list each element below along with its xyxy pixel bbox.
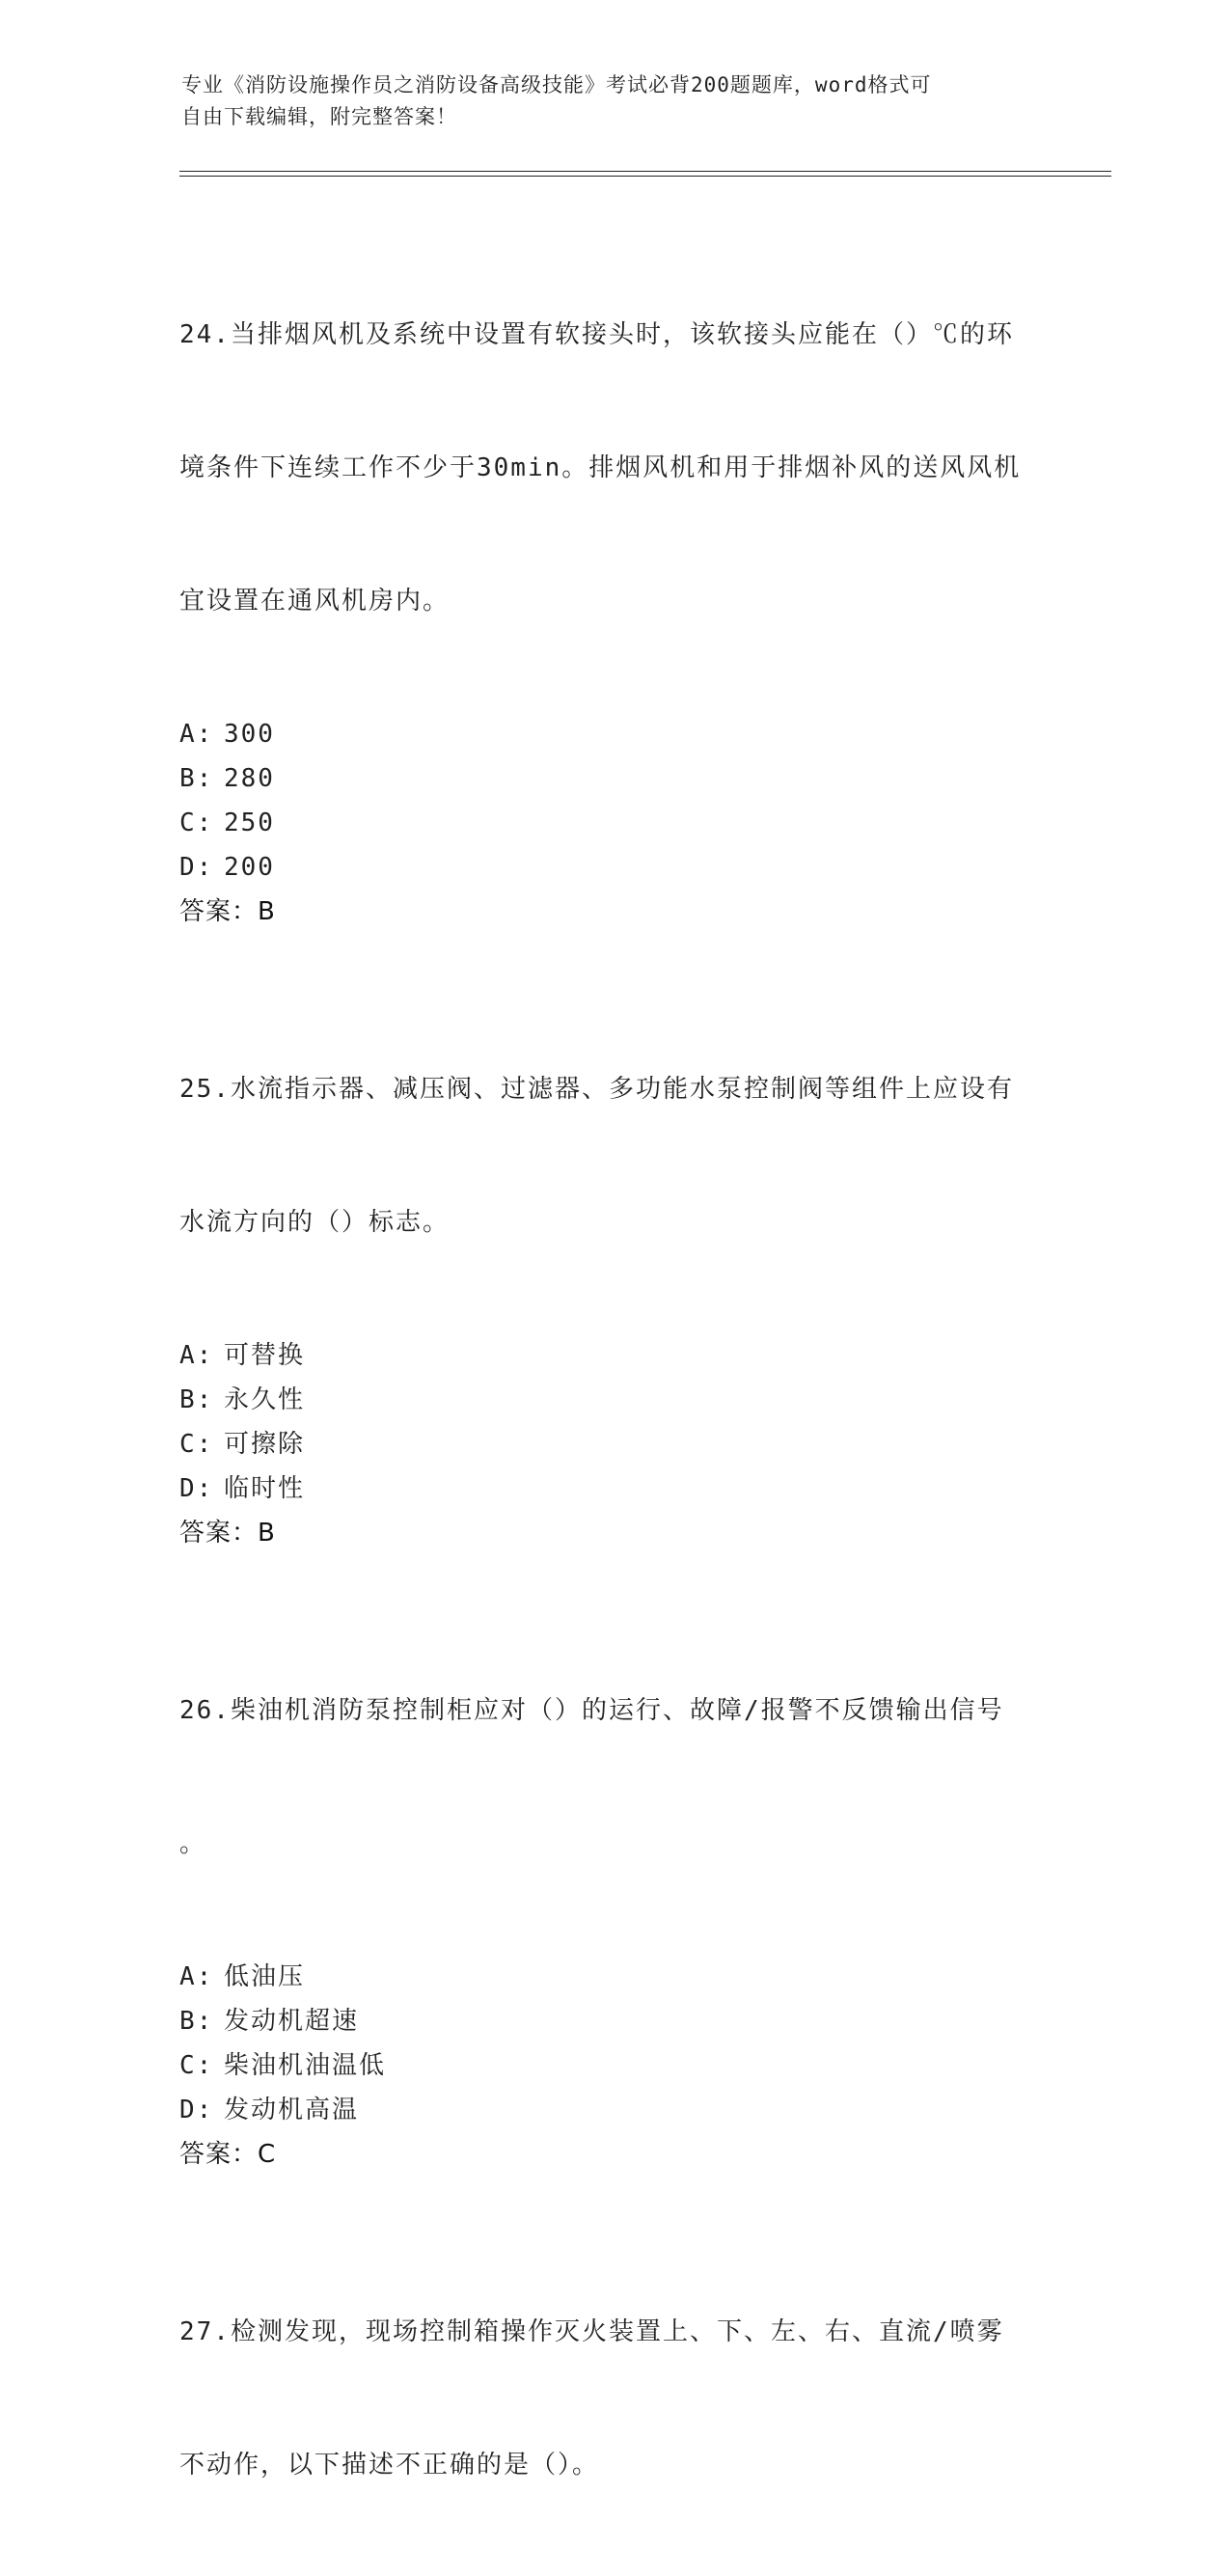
question-line: 25.水流指示器、减压阀、过滤器、多功能水泵控制阀等组件上应设有 <box>179 1075 1014 1104</box>
option-list <box>179 712 1048 890</box>
option-letter: C: <box>179 1430 214 1459</box>
option-text: 临时性 <box>224 1474 306 1503</box>
question-line: 宜设置在通风机房内。 <box>179 587 451 616</box>
option-c <box>179 801 1048 845</box>
option-b <box>179 1999 1048 2043</box>
question-24 <box>179 224 1048 934</box>
option-letter: A: <box>179 720 214 749</box>
option-text: 300 <box>224 720 275 749</box>
question-line: 境条件下连续工作不少于30min。排烟风机和用于排烟补风的送风风机 <box>179 453 1022 482</box>
answer-line: 答案：B <box>179 1519 276 1548</box>
option-letter: C: <box>179 808 214 837</box>
question-25 <box>179 978 1048 1555</box>
question-line: 不动作，以下描述不正确的是（）。 <box>179 2451 600 2480</box>
header-divider-top <box>179 171 1111 172</box>
option-a <box>179 712 1048 756</box>
option-letter: D: <box>179 853 214 882</box>
option-letter: B: <box>179 1385 214 1414</box>
option-text: 柴油机油温低 <box>224 2051 387 2080</box>
option-text: 200 <box>224 853 275 882</box>
question-line: 水流方向的（）标志。 <box>179 1208 451 1237</box>
question-text <box>179 978 1048 1333</box>
option-text: 可擦除 <box>224 1430 306 1459</box>
option-letter: D: <box>179 1474 214 1503</box>
question-spacer <box>179 1555 1048 1600</box>
question-line: 26.柴油机消防泵控制柜应对（）的运行、故障/报警不反馈输出信号 <box>179 1696 1004 1725</box>
question-list <box>179 224 1048 2576</box>
option-a <box>179 1333 1048 1378</box>
option-list <box>179 1333 1048 1511</box>
header-line-2: 自由下载编辑，附完整答案！ <box>181 105 457 128</box>
option-text: 发动机高温 <box>224 2096 360 2124</box>
option-b <box>179 1378 1048 1422</box>
question-line: 24.当排烟风机及系统中设置有软接头时，该软接头应能在（）℃的环 <box>179 320 1014 349</box>
question-spacer <box>179 2177 1048 2221</box>
option-text: 低油压 <box>224 1962 306 1991</box>
question-text <box>179 2221 1048 2576</box>
option-letter: A: <box>179 1962 214 1991</box>
option-text: 发动机超速 <box>224 2007 360 2036</box>
option-letter: C: <box>179 2051 214 2080</box>
answer-line: 答案：C <box>179 2140 277 2169</box>
answer-line: 答案：B <box>179 897 276 926</box>
option-list <box>179 1955 1048 2132</box>
question-text <box>179 224 1048 712</box>
option-a <box>179 1955 1048 1999</box>
question-text <box>179 1600 1048 1955</box>
option-letter: D: <box>179 2096 214 2124</box>
option-text: 250 <box>224 808 275 837</box>
option-d <box>179 2088 1048 2132</box>
question-line: 27.检测发现，现场控制箱操作灭火装置上、下、左、右、直流/喷雾 <box>179 2317 1004 2346</box>
option-c <box>179 2043 1048 2088</box>
question-27 <box>179 2221 1048 2576</box>
header-divider-bottom <box>179 176 1111 177</box>
question-spacer <box>179 934 1048 978</box>
option-letter: A: <box>179 1341 214 1370</box>
option-letter: B: <box>179 2007 214 2036</box>
header-line-1: 专业《消防设施操作员之消防设备高级技能》考试必背200题题库，word格式可 <box>181 73 932 96</box>
option-d <box>179 845 1048 890</box>
option-text: 280 <box>224 764 275 793</box>
option-d <box>179 1466 1048 1511</box>
option-text: 永久性 <box>224 1385 306 1414</box>
option-text: 可替换 <box>224 1341 306 1370</box>
document-header <box>181 69 1050 133</box>
question-26 <box>179 1600 1048 2177</box>
option-letter: B: <box>179 764 214 793</box>
option-c <box>179 1422 1048 1466</box>
option-b <box>179 756 1048 801</box>
question-line: 。 <box>179 1829 207 1858</box>
